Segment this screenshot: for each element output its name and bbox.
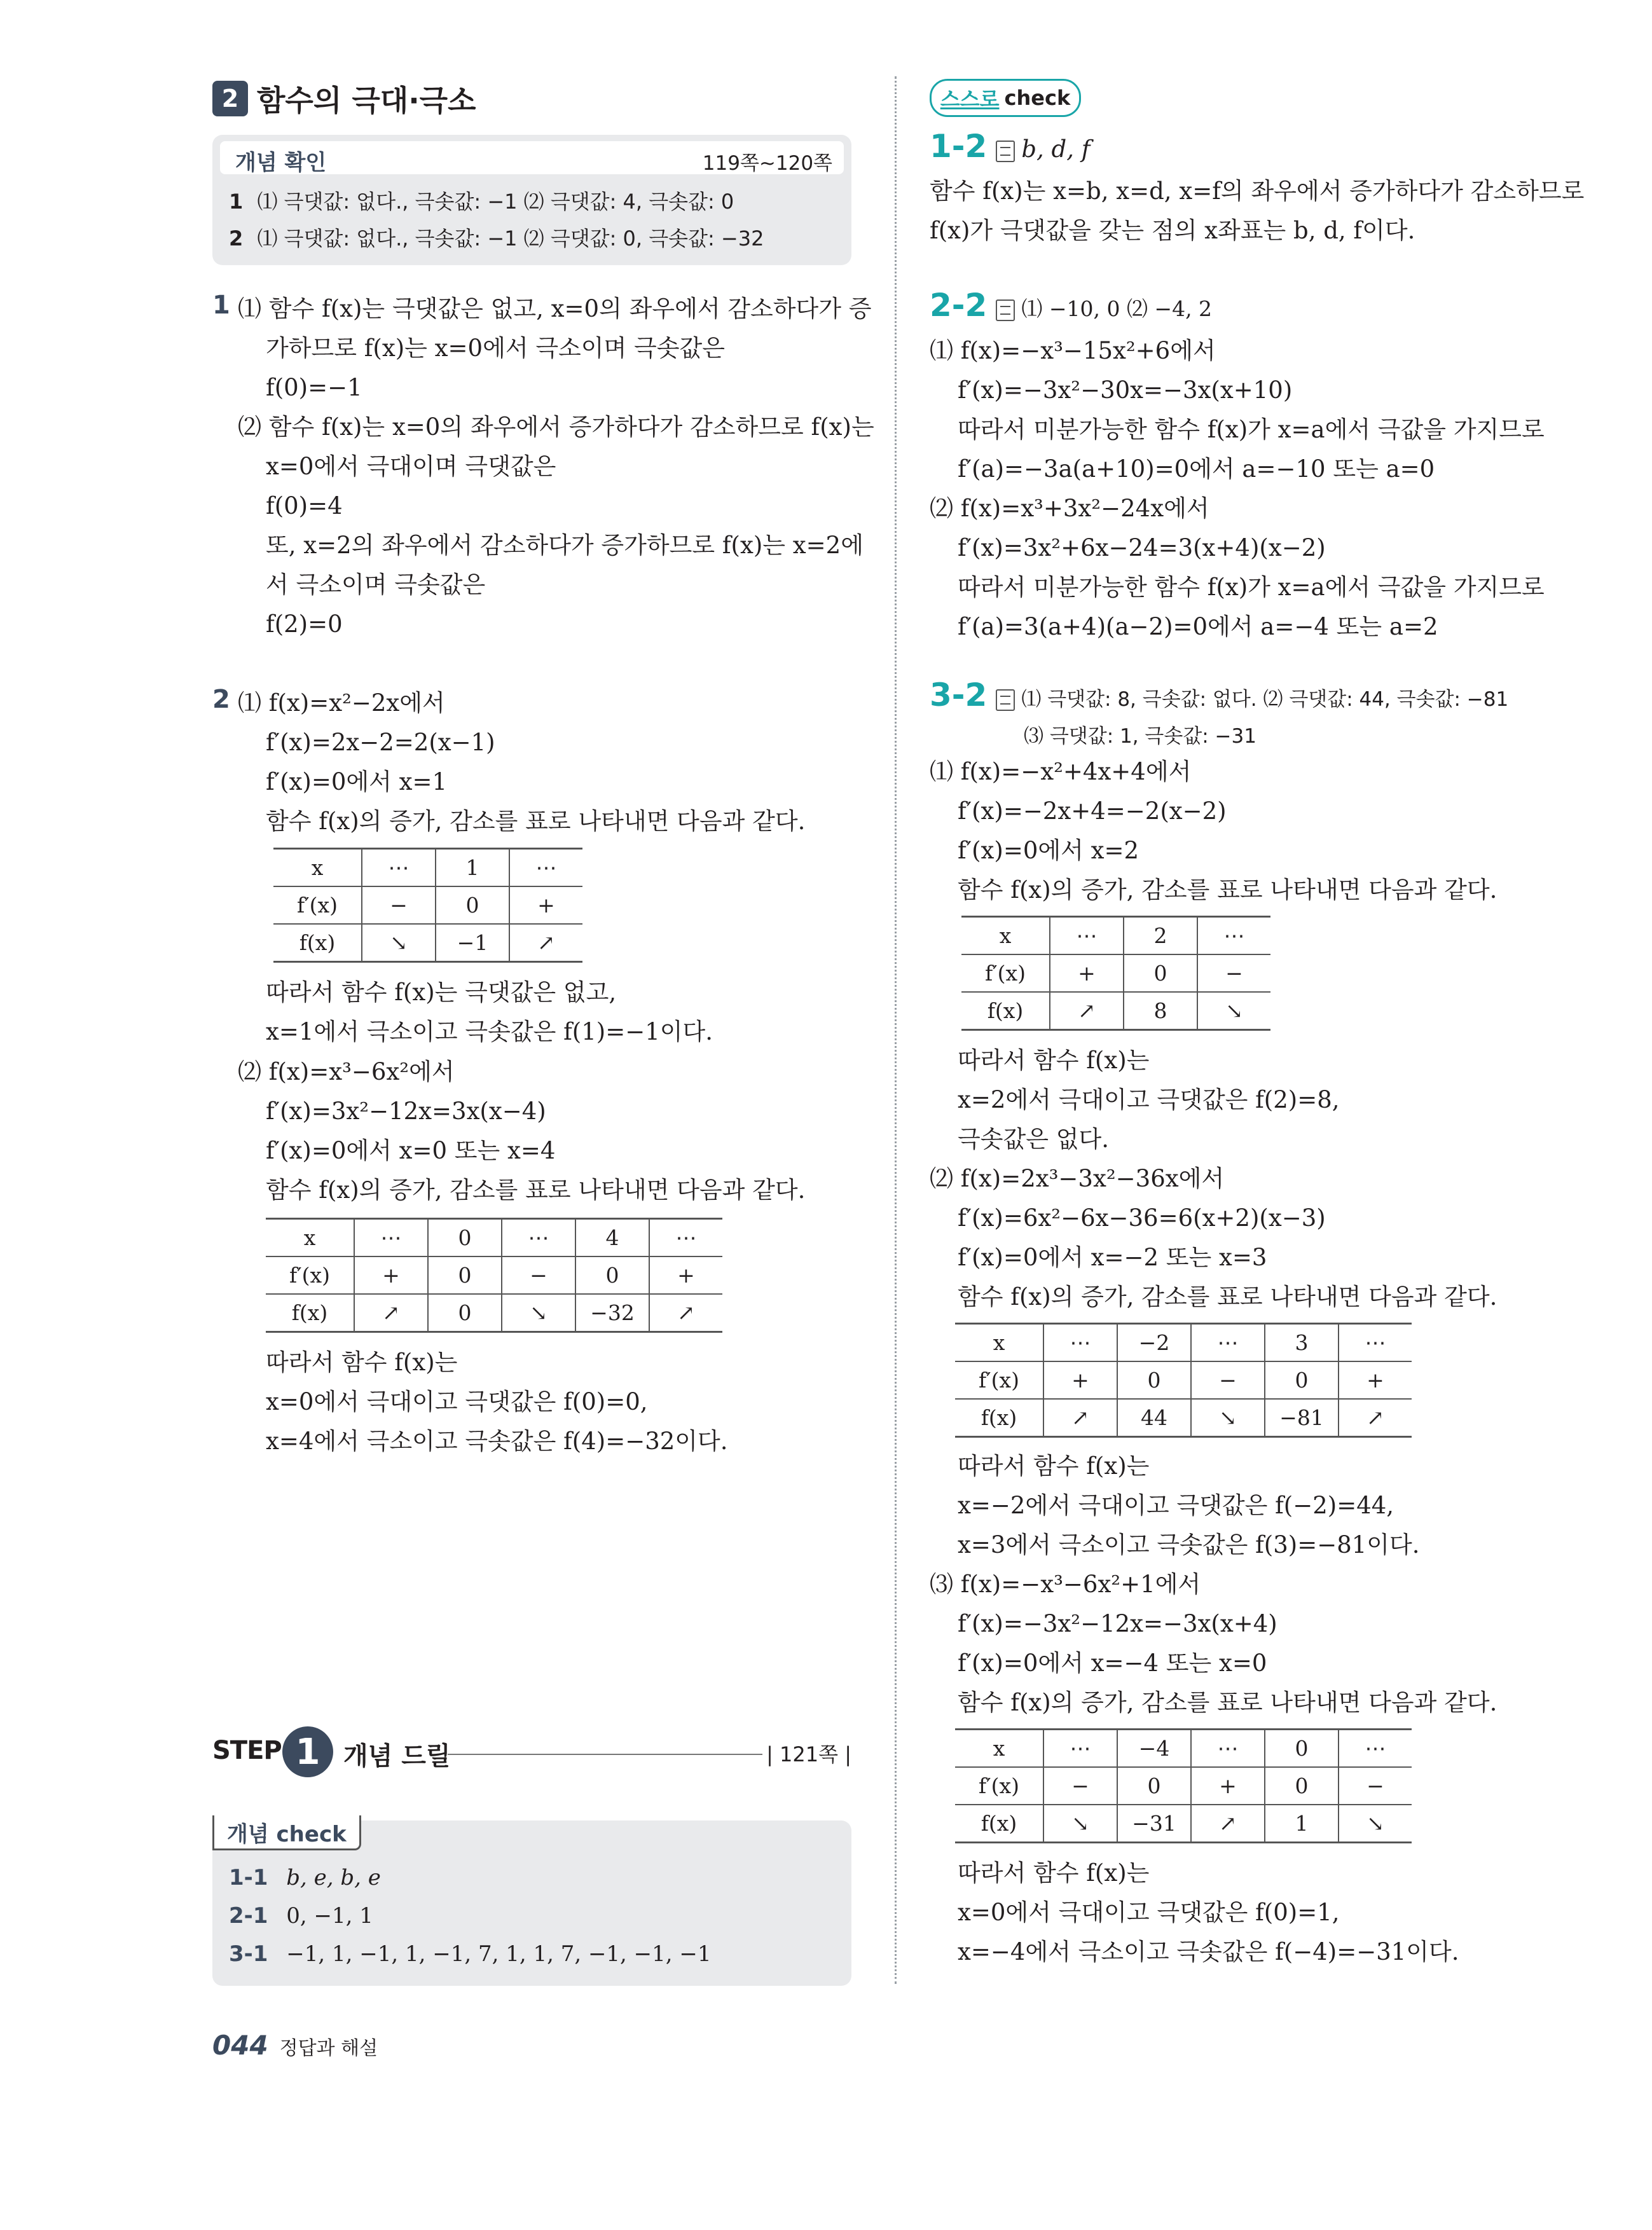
concept-row xyxy=(229,186,734,215)
table-cell: − xyxy=(1339,1767,1412,1805)
section-heading xyxy=(212,78,476,120)
solution-line: x=0에서 극대이고 극댓값은 f(0)=0, xyxy=(266,1388,648,1415)
table-cell: ↘ xyxy=(1197,992,1270,1030)
table-cell: 0 xyxy=(1265,1361,1339,1399)
concept-row xyxy=(229,223,764,252)
solution-line: ⑴ f(x)=x²−2x에서 xyxy=(238,689,445,717)
answer-icon xyxy=(996,299,1015,321)
concept-box-title: 개념 확인 xyxy=(235,150,327,176)
table-row xyxy=(961,954,1270,992)
table-cell: − xyxy=(362,886,436,924)
solution-line: ⑴ 함수 f(x)는 극댓값은 없고, x=0의 좌우에서 감소하다가 증 xyxy=(238,295,872,322)
table-cell: −4 xyxy=(1117,1730,1191,1768)
solution-line: ⑴ f(x)=−x²+4x+4에서 xyxy=(930,758,1192,785)
table-row xyxy=(961,917,1270,955)
variation-table xyxy=(273,848,582,963)
check-row-label: 1-1 xyxy=(229,1865,268,1890)
problem-answer: b, d, f xyxy=(1021,135,1091,163)
step-header xyxy=(212,1723,851,1780)
problem-3-2c-conclusion xyxy=(930,1854,1585,1972)
problem-answer: ⑴ −10, 0 ⑵ −4, 2 xyxy=(1021,296,1213,321)
table-cell: 0 xyxy=(1265,1730,1339,1768)
solution-1 xyxy=(212,289,874,644)
problem-header xyxy=(930,674,1585,720)
table-cell: 8 xyxy=(1124,992,1197,1030)
table-cell: ⋯ xyxy=(1197,917,1270,955)
table-cell: ⋯ xyxy=(649,1219,722,1257)
table-row xyxy=(955,1805,1412,1843)
table-row xyxy=(955,1361,1412,1399)
solution-number: 1 xyxy=(212,291,230,320)
step-number: 1 xyxy=(282,1726,333,1777)
solution-line: 따라서 함수 f(x)는 xyxy=(958,1047,1150,1074)
solution-line: f(2)=0 xyxy=(266,610,343,638)
table-row-header: x xyxy=(955,1324,1043,1362)
table-cell: − xyxy=(1197,954,1270,992)
solution-line: x=−4에서 극소이고 극솟값은 f(−4)=−31이다. xyxy=(958,1938,1459,1965)
concept-box-header xyxy=(220,141,844,174)
step-title: 개념 드릴 xyxy=(343,1742,451,1771)
solution-2b-conclusion xyxy=(212,1343,851,1461)
concept-row-text: ⑴ 극댓값: 없다., 극솟값: −1 ⑵ 극댓값: 4, 극솟값: 0 xyxy=(257,189,734,214)
solution-line: ⑵ 함수 f(x)는 x=0의 좌우에서 증가하다가 감소하므로 f(x)는 xyxy=(238,413,874,441)
table-row-header: x xyxy=(266,1219,354,1257)
table-cell: ⋯ xyxy=(509,849,582,887)
table-cell: 1 xyxy=(436,849,509,887)
solution-line: f′(a)=−3a(a+10)=0에서 a=−10 또는 a=0 xyxy=(958,455,1435,483)
table-cell: ↘ xyxy=(1339,1805,1412,1843)
table-row xyxy=(273,924,582,962)
table-cell: ↗ xyxy=(354,1294,428,1332)
table-cell: ⋯ xyxy=(1191,1730,1265,1768)
table-cell: + xyxy=(354,1256,428,1294)
table-row-header: f′(x) xyxy=(955,1361,1043,1399)
solution-number: 2 xyxy=(212,685,230,714)
solution-line: f′(x)=3x²+6x−24=3(x+4)(x−2) xyxy=(958,534,1326,561)
solution-line: 가하므로 f(x)는 x=0에서 극소이며 극솟값은 xyxy=(266,334,726,362)
check-row-text: −1, 1, −1, 1, −1, 7, 1, 1, 7, −1, −1, −1 xyxy=(286,1941,712,1967)
section-title: 함수의 극대·극소 xyxy=(257,83,476,118)
solution-line: 따라서 함수 f(x)는 xyxy=(958,1859,1150,1887)
solution-line: ⑵ f(x)=x³+3x²−24x에서 xyxy=(930,495,1209,522)
table-cell: 3 xyxy=(1265,1324,1339,1362)
solution-line: 따라서 미분가능한 함수 f(x)가 x=a에서 극값을 가지므로 xyxy=(958,574,1545,601)
table-cell: ⋯ xyxy=(502,1219,575,1257)
solution-line: 함수 f(x)의 증가, 감소를 표로 나타내면 다음과 같다. xyxy=(266,1176,806,1204)
table-cell: ⋯ xyxy=(1050,917,1124,955)
footer-text: 정답과 해설 xyxy=(279,2037,378,2060)
problem-number: 3-2 xyxy=(930,677,988,713)
solution-line: x=0에서 극대이며 극댓값은 xyxy=(266,453,556,480)
solution-line: f′(x)=−3x²−12x=−3x(x+4) xyxy=(958,1610,1277,1637)
table-cell: ↗ xyxy=(509,924,582,962)
table-cell: ⋯ xyxy=(1339,1730,1412,1768)
step-label: STEP xyxy=(212,1736,282,1765)
table-row-header: f′(x) xyxy=(955,1767,1043,1805)
table-cell: ↗ xyxy=(1043,1399,1117,1437)
table-row-header: f(x) xyxy=(955,1805,1043,1843)
check-row xyxy=(229,1865,381,1890)
table-cell: ↘ xyxy=(1191,1399,1265,1437)
table-cell: ↗ xyxy=(649,1294,722,1332)
solution-line: x=−2에서 극대이고 극댓값은 f(−2)=44, xyxy=(958,1492,1394,1519)
problem-number: 2-2 xyxy=(930,287,988,324)
solution-line: f′(x)=0에서 x=2 xyxy=(958,837,1139,864)
solution-line: 따라서 함수 f(x)는 극댓값은 없고, xyxy=(266,979,617,1006)
solution-line: ⑴ f(x)=−x³−15x²+6에서 xyxy=(930,337,1216,364)
table-cell: 0 xyxy=(428,1219,502,1257)
problem-3-2b xyxy=(930,1159,1585,1317)
problem-answer: ⑴ 극댓값: 8, 극솟값: 없다. ⑵ 극댓값: 44, 극솟값: −81 xyxy=(1021,688,1509,711)
table-row-header: f(x) xyxy=(961,992,1050,1030)
table-cell: + xyxy=(1043,1361,1117,1399)
solution-line: f′(x)=0에서 x=−4 또는 x=0 xyxy=(958,1649,1267,1677)
table-cell: ⋯ xyxy=(1339,1324,1412,1362)
solution-line: x=2에서 극대이고 극댓값은 f(2)=8, xyxy=(958,1086,1340,1113)
page-footer xyxy=(212,2030,378,2061)
concept-row-number: 1 xyxy=(229,189,244,214)
table-cell: + xyxy=(649,1256,722,1294)
self-check-label: 스스로 xyxy=(940,87,1000,111)
table-cell: ⋯ xyxy=(1191,1324,1265,1362)
table-row xyxy=(955,1324,1412,1362)
table-cell: ↗ xyxy=(1191,1805,1265,1843)
answer-icon xyxy=(996,689,1015,711)
column-divider xyxy=(895,76,897,1984)
table-cell: ↘ xyxy=(1043,1805,1117,1843)
problem-number: 1-2 xyxy=(930,128,988,165)
answer-icon xyxy=(996,141,1015,162)
solution-line: 따라서 함수 f(x)는 xyxy=(266,1349,458,1376)
solution-line: 또, x=2의 좌우에서 감소하다가 증가하므로 f(x)는 x=2에 xyxy=(266,532,864,559)
table-cell: −1 xyxy=(436,924,509,962)
variation-table xyxy=(955,1728,1412,1843)
table-cell: 44 xyxy=(1117,1399,1191,1437)
solution-line: f′(x)=0에서 x=0 또는 x=4 xyxy=(266,1137,556,1164)
table-row-header: f′(x) xyxy=(273,886,362,924)
table-cell: + xyxy=(1339,1361,1412,1399)
table-cell: 0 xyxy=(1117,1361,1191,1399)
solution-2b xyxy=(212,1052,851,1210)
table-row xyxy=(266,1294,722,1332)
solution-line: f′(x)=6x²−6x−36=6(x+2)(x−3) xyxy=(958,1204,1326,1232)
solution-line: f′(x)=0에서 x=−2 또는 x=3 xyxy=(958,1244,1267,1271)
solution-line: 함수 f(x)의 증가, 감소를 표로 나타내면 다음과 같다. xyxy=(958,1283,1497,1311)
table-cell: 0 xyxy=(436,886,509,924)
table-cell: ↗ xyxy=(1050,992,1124,1030)
table-cell: − xyxy=(502,1256,575,1294)
table-cell: + xyxy=(1050,954,1124,992)
table-cell: −32 xyxy=(575,1294,649,1332)
table-cell: 0 xyxy=(1265,1767,1339,1805)
solution-line: x=1에서 극소이고 극솟값은 f(1)=−1이다. xyxy=(266,1018,713,1045)
problem-3-2 xyxy=(930,674,1585,910)
solution-line: 함수 f(x)는 x=b, x=d, x=f의 좌우에서 증가하다가 감소하므로 xyxy=(930,177,1585,205)
table-cell: 0 xyxy=(1117,1767,1191,1805)
concept-box-pages: 119쪽~120쪽 xyxy=(702,152,832,175)
table-row xyxy=(955,1399,1412,1437)
table-cell: 2 xyxy=(1124,917,1197,955)
solution-line: 따라서 함수 f(x)는 xyxy=(958,1452,1150,1480)
solution-line: x=4에서 극소이고 극솟값은 f(4)=−32이다. xyxy=(266,1428,728,1455)
solution-line: x=0에서 극대이고 극댓값은 f(0)=1, xyxy=(958,1899,1340,1926)
table-row-header: x xyxy=(955,1730,1043,1768)
solution-2a-conclusion xyxy=(212,973,851,1052)
page-number: 044 xyxy=(212,2030,268,2061)
solution-line: 함수 f(x)의 증가, 감소를 표로 나타내면 다음과 같다. xyxy=(958,876,1497,904)
solution-line: 함수 f(x)의 증가, 감소를 표로 나타내면 다음과 같다. xyxy=(958,1689,1497,1716)
problem-1-2 xyxy=(930,124,1585,251)
check-row-text: 0, −1, 1 xyxy=(286,1903,373,1929)
variation-table xyxy=(961,916,1270,1031)
solution-line: ⑶ f(x)=−x³−6x²+1에서 xyxy=(930,1571,1201,1598)
table-cell: 0 xyxy=(428,1256,502,1294)
problem-header xyxy=(930,283,1585,331)
table-cell: − xyxy=(1191,1361,1265,1399)
solution-line: 서 극소이며 극솟값은 xyxy=(266,571,486,598)
problem-header xyxy=(930,124,1585,172)
table-row xyxy=(266,1219,722,1257)
table-cell: 0 xyxy=(575,1256,649,1294)
concept-row-number: 2 xyxy=(229,226,244,251)
table-cell: ⋯ xyxy=(362,849,436,887)
solution-line: f′(x)=2x−2=2(x−1) xyxy=(266,729,495,756)
check-row-label: 3-1 xyxy=(229,1941,268,1967)
problem-3-2c xyxy=(930,1565,1585,1723)
table-cell: ↗ xyxy=(1339,1399,1412,1437)
table-row xyxy=(961,992,1270,1030)
solution-line: 따라서 미분가능한 함수 f(x)가 x=a에서 극값을 가지므로 xyxy=(958,416,1545,443)
self-check-badge xyxy=(930,79,1081,117)
problem-2-2 xyxy=(930,283,1585,647)
table-cell: −2 xyxy=(1117,1324,1191,1362)
solution-line: f′(x)=−2x+4=−2(x−2) xyxy=(958,797,1227,825)
table-cell: ↘ xyxy=(502,1294,575,1332)
table-row xyxy=(955,1730,1412,1768)
solution-line: x=3에서 극소이고 극솟값은 f(3)=−81이다. xyxy=(958,1531,1420,1559)
solution-line: f(x)가 극댓값을 갖는 점의 x좌표는 b, d, f이다. xyxy=(930,217,1415,244)
table-cell: −31 xyxy=(1117,1805,1191,1843)
table-row xyxy=(955,1767,1412,1805)
solution-line: f(0)=−1 xyxy=(266,374,362,401)
check-row-label: 2-1 xyxy=(229,1903,268,1929)
table-cell: − xyxy=(1043,1767,1117,1805)
table-cell: ⋯ xyxy=(354,1219,428,1257)
step-page: | 121쪽 | xyxy=(766,1742,851,1766)
solution-line: 함수 f(x)의 증가, 감소를 표로 나타내면 다음과 같다. xyxy=(266,808,806,835)
solution-line: 극솟값은 없다. xyxy=(958,1125,1109,1153)
table-row xyxy=(273,886,582,924)
table-row-header: f′(x) xyxy=(961,954,1050,992)
check-row xyxy=(229,1903,373,1929)
table-row-header: f′(x) xyxy=(266,1256,354,1294)
problem-3-2a-conclusion xyxy=(930,1041,1585,1159)
table-row-header: x xyxy=(961,917,1050,955)
table-row-header: f(x) xyxy=(955,1399,1043,1437)
solution-2 xyxy=(212,684,851,841)
table-cell: −81 xyxy=(1265,1399,1339,1437)
table-cell: 0 xyxy=(1124,954,1197,992)
concept-confirm-box xyxy=(212,135,851,265)
table-cell: + xyxy=(509,886,582,924)
variation-table xyxy=(955,1323,1412,1438)
solution-line: ⑵ f(x)=2x³−3x²−36x에서 xyxy=(930,1165,1225,1192)
table-cell: 4 xyxy=(575,1219,649,1257)
solution-line: f′(x)=3x²−12x=3x(x−4) xyxy=(266,1098,546,1125)
step-rule xyxy=(448,1754,762,1755)
table-cell: ⋯ xyxy=(1043,1730,1117,1768)
table-cell: + xyxy=(1191,1767,1265,1805)
concept-row-text: ⑴ 극댓값: 없다., 극솟값: −1 ⑵ 극댓값: 0, 극솟값: −32 xyxy=(257,226,764,251)
table-cell: 1 xyxy=(1265,1805,1339,1843)
solution-line: f′(x)=0에서 x=1 xyxy=(266,768,448,795)
section-number: 2 xyxy=(212,81,248,116)
check-row-text: b, e, b, e xyxy=(286,1865,381,1890)
table-cell: ↘ xyxy=(362,924,436,962)
variation-table xyxy=(266,1218,722,1333)
problem-answer-2: ⑶ 극댓값: 1, 극솟값: −31 xyxy=(1024,725,1256,748)
table-row-header: x xyxy=(273,849,362,887)
table-cell: ⋯ xyxy=(1043,1324,1117,1362)
self-check-word: check xyxy=(1004,86,1071,110)
check-row xyxy=(229,1941,712,1967)
concept-check-tab: 개념 check xyxy=(212,1815,361,1850)
solution-line: f′(a)=3(a+4)(a−2)=0에서 a=−4 또는 a=2 xyxy=(958,613,1438,640)
table-row xyxy=(266,1256,722,1294)
table-row xyxy=(273,849,582,887)
table-cell: 0 xyxy=(428,1294,502,1332)
table-row-header: f(x) xyxy=(273,924,362,962)
table-row-header: f(x) xyxy=(266,1294,354,1332)
solution-line: ⑵ f(x)=x³−6x²에서 xyxy=(238,1058,455,1085)
solution-line: f′(x)=−3x²−30x=−3x(x+10) xyxy=(958,376,1293,404)
problem-3-2b-conclusion xyxy=(930,1447,1585,1565)
solution-line: f(0)=4 xyxy=(266,492,343,520)
